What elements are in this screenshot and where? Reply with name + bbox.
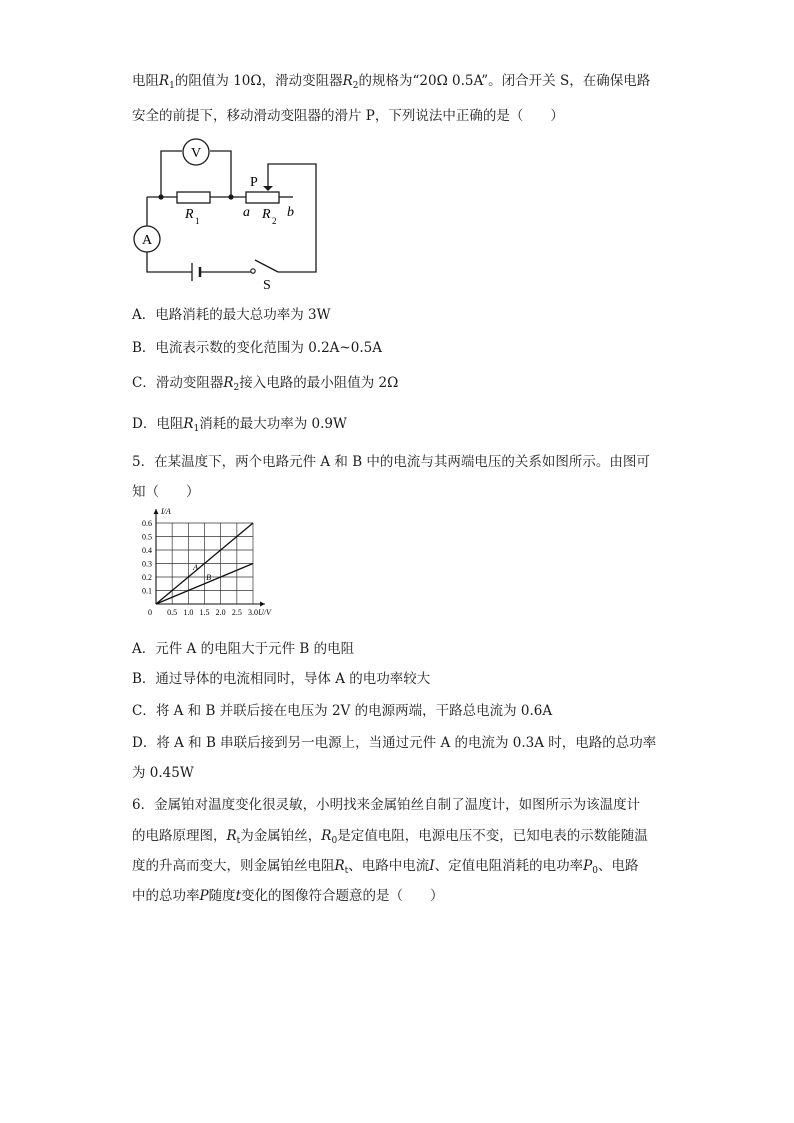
x-axis-arrow-icon <box>260 602 265 607</box>
r0-symbol: R <box>321 828 332 844</box>
r2-label: R <box>262 207 271 222</box>
q6-text: 的电路原理图， <box>132 828 227 844</box>
x-tick-label: 1.5 <box>199 608 210 617</box>
slider-arrow-icon <box>263 186 273 191</box>
option-text: C．滑动变阻器 <box>132 375 224 391</box>
q6-text: 度的升高而变大，则金属铂丝电阻 <box>132 858 335 874</box>
p-symbol: P <box>199 888 209 904</box>
voltmeter-label: V <box>190 146 202 161</box>
q5-option-d-line-2: 为 0.45W <box>132 765 194 781</box>
q6-text: 随度 <box>208 888 236 904</box>
t-symbol: t <box>235 888 242 904</box>
y-tick-label: 0.2 <box>142 573 152 582</box>
y-tick-label: 0.6 <box>142 519 152 528</box>
x-axis-label: U/V <box>258 608 271 617</box>
r2-label-sub: 2 <box>272 216 277 226</box>
rt-subscript: t <box>236 836 241 846</box>
x-tick-label: 2.5 <box>231 608 242 617</box>
r1-subscript: 1 <box>193 424 200 434</box>
q5-option-d-line-1: D．将 A 和 B 串联后接到另一电源上，当通过元件 A 的电流为 0.3A 时，电路的总功率 <box>132 735 657 751</box>
r2-subscript: 2 <box>233 383 240 393</box>
q4-option-d <box>132 414 347 439</box>
q5-option-b: B．通过导体的电流相同时，导体 A 的电功率较大 <box>132 671 431 687</box>
q6-text: 变化的图像符合题意的是（ ） <box>241 888 444 904</box>
r1-symbol: R <box>183 416 194 432</box>
x-tick-label: 1.0 <box>183 608 194 617</box>
q5-option-c: C．将 A 和 B 并联后接在电压为 2V 的电源两端，干路总电流为 0.6A <box>132 703 553 719</box>
rt-symbol: R <box>226 828 237 844</box>
origin-label: 0 <box>148 608 152 617</box>
rt-subscript: t <box>344 866 349 876</box>
q4-stem-text: 的阻值为 10Ω，滑动变阻器 <box>174 73 343 89</box>
option-text: 接入电路的最小阻值为 2Ω <box>239 375 399 391</box>
q6-stem-line-4 <box>132 886 444 906</box>
junction-dot <box>228 194 233 199</box>
r2-subscript: 2 <box>352 81 359 91</box>
rt-symbol: R <box>334 858 345 874</box>
ammeter-label: A <box>141 233 153 248</box>
y-tick-label: 0.5 <box>142 532 152 542</box>
q6-stem-line-2 <box>132 826 648 851</box>
y-tick-label: 0.3 <box>142 559 152 569</box>
y-tick-label: 0.1 <box>142 586 152 596</box>
q4-stem-line-1 <box>132 71 650 96</box>
iu-graph <box>136 506 296 630</box>
r1-symbol: R <box>159 73 170 89</box>
q5-stem-line-2: 知（ ） <box>132 484 200 500</box>
r2-symbol: R <box>223 375 234 391</box>
y-axis-arrow-icon <box>154 509 159 514</box>
series-label-a: A <box>193 562 199 572</box>
q5-option-a: A．元件 A 的电阻大于元件 B 的电阻 <box>132 641 355 657</box>
q6-stem-line-1: 6．金属铂对温度变化很灵敏，小明找来金属铂丝自制了温度计，如图所示为该温度计 <box>132 797 641 813</box>
r1-subscript: 1 <box>169 81 175 91</box>
q6-text: 是定值电阻，电源电压不变，已知电表的示数能随温 <box>337 828 648 844</box>
p0-subscript: 0 <box>592 866 598 876</box>
y-axis-label: I/A <box>161 507 171 516</box>
terminal-a-label: a <box>243 205 250 220</box>
q4-stem-text: 的规格为“20Ω 0.5A”。闭合开关 S，在确保电路 <box>358 73 651 89</box>
y-tick-label: 0.4 <box>142 546 152 555</box>
q4-option-c <box>132 373 398 398</box>
r0-subscript: 0 <box>331 836 338 846</box>
p0-symbol: P <box>583 858 593 874</box>
terminal-b-label: b <box>287 205 294 220</box>
x-tick-label: 2.0 <box>215 608 226 617</box>
option-text: D．电阻 <box>132 416 184 432</box>
q4-stem-line-2: 安全的前提下，移动滑动变阻器的滑片 P，下列说法中正确的是（ ） <box>132 108 564 124</box>
q6-text: 为金属铂丝， <box>240 828 322 844</box>
x-tick-label: 3.0 <box>248 608 258 617</box>
x-tick-label: 0.5 <box>167 608 178 617</box>
series-label-b: B <box>206 573 212 583</box>
option-text: 消耗的最大功率为 0.9W <box>199 416 347 432</box>
q6-text: 、电路中电流 <box>348 858 430 874</box>
q4-option-a: A．电路消耗的最大总功率为 3W <box>132 307 331 323</box>
q6-text: 、定值电阻消耗的电功率 <box>434 858 584 874</box>
slider-p-label: P <box>250 175 258 190</box>
q5-stem-line-1: 5．在某温度下，两个电路元件 A 和 B 中的电流与其两端电压的关系如图所示。由图可 <box>132 454 650 470</box>
switch-contact <box>251 269 255 273</box>
circuit-diagram <box>128 136 328 292</box>
i-symbol: I <box>429 858 435 874</box>
switch-label: S <box>263 278 271 292</box>
q6-stem-line-3 <box>132 856 638 881</box>
q6-text: 、电路 <box>597 858 639 874</box>
r1-label-sub: 1 <box>195 216 200 226</box>
q4-stem-text: 电阻 <box>132 73 159 89</box>
q4-option-b: B．电流表示数的变化范围为 0.2A~0.5A <box>132 340 382 356</box>
r1-label: R <box>185 207 194 222</box>
q6-text: 中的总功率 <box>132 888 200 904</box>
r2-symbol: R <box>342 73 353 89</box>
junction-dot <box>158 194 163 199</box>
